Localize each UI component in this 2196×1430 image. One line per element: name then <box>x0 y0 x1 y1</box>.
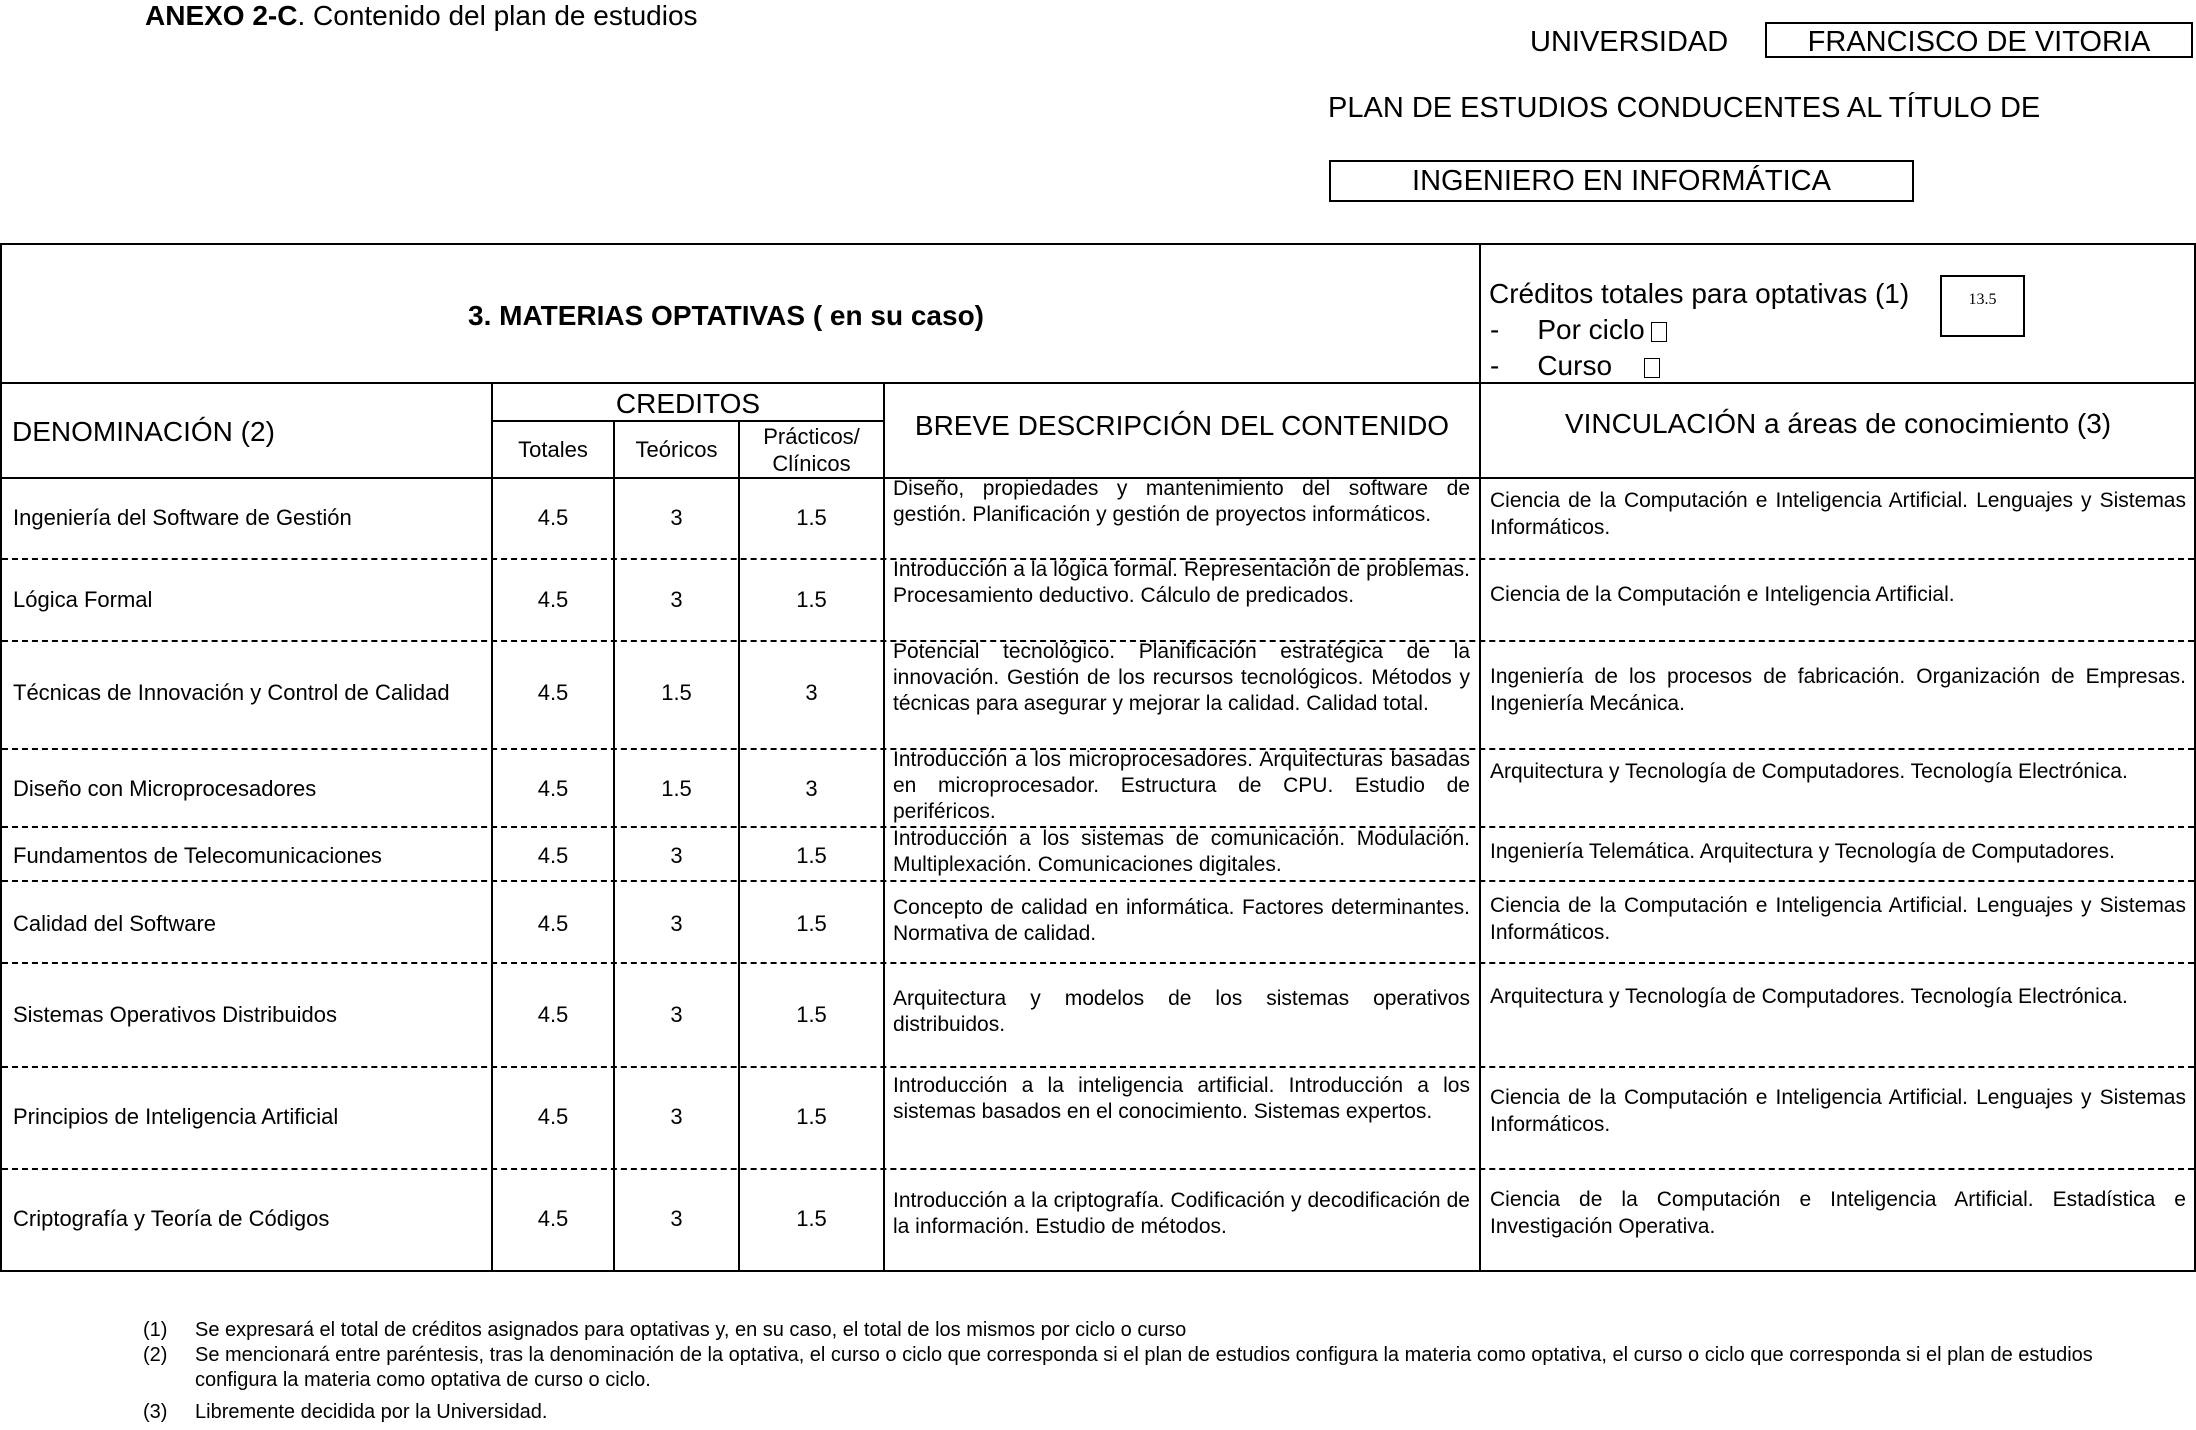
university-label: UNIVERSIDAD <box>1530 26 1729 58</box>
footnotes <box>143 1318 2143 1428</box>
subject-name: Ingeniería del Software de Gestión <box>13 505 352 530</box>
total-credits-label: Créditos totales para optativas (1) <box>1489 278 1910 309</box>
credits-practice: 1.5 <box>796 911 827 936</box>
knowledge-area: Ciencia de la Computación e Inteligencia Artificial. Lenguajes y Sistemas Informáticos. <box>1490 1086 2186 1136</box>
column-totales: Totales <box>518 437 588 462</box>
knowledge-area: Arquitectura y Tecnología de Computadores. Tecnología Electrónica. <box>1490 985 2128 1008</box>
subject-name: Lógica Formal <box>13 587 153 612</box>
knowledge-area: Ingeniería Telemática. Arquitectura y Tecnología de Computadores. <box>1490 840 2115 863</box>
credits-practice: 1.5 <box>796 1104 827 1129</box>
row-divider <box>2 880 2194 882</box>
column-creditos: CREDITOS <box>615 388 761 419</box>
credits-total: 4.5 <box>537 1104 569 1129</box>
column-descripcion: BREVE DESCRIPCIÓN DEL CONTENIDO <box>914 410 1450 441</box>
knowledge-area: Ciencia de la Computación e Inteligencia Artificial. Estadística e Investigación Operativa. <box>1490 1188 2186 1238</box>
row-divider <box>2 1168 2194 1170</box>
total-credits-value: 13.5 <box>1940 275 2025 337</box>
credits-total: 4.5 <box>537 1002 569 1027</box>
row-divider <box>2 1066 2194 1068</box>
knowledge-area: Ciencia de la Computación e Inteligencia Artificial. Lenguajes y Sistemas Informáticos. <box>1490 894 2186 944</box>
subject-name: Diseño con Microprocesadores <box>13 776 317 801</box>
annex-label: ANEXO 2-C <box>145 0 298 31</box>
footnote-number: (3) <box>143 1401 168 1423</box>
subject-description: Introducción a la lógica formal. Representación de problemas. Procesamiento deductivo. Cálculo de predicados. <box>893 558 1470 607</box>
plan-label: PLAN DE ESTUDIOS CONDUCENTES AL TÍTULO DE <box>1328 92 2041 124</box>
per-cycle-label: Por ciclo <box>1537 314 1645 345</box>
credits-theory: 3 <box>670 843 683 868</box>
table-rule <box>1479 243 1481 1272</box>
credits-theory: 1.5 <box>661 776 692 801</box>
credits-practice: 1.5 <box>796 505 827 530</box>
footnote-number: (1) <box>143 1319 168 1341</box>
credits-theory: 1.5 <box>661 680 692 705</box>
subject-name: Sistemas Operativos Distribuidos <box>13 1002 338 1027</box>
degree-title: INGENIERO EN INFORMÁTICA <box>1329 160 1914 202</box>
credits-practice: 1.5 <box>796 843 827 868</box>
subject-name: Principios de Inteligencia Artificial <box>13 1104 339 1129</box>
course-label: Curso <box>1537 350 1613 381</box>
footnote-text: Se mencionará entre paréntesis, tras la denominación de la optativa, el curso o ciclo que corresponda si el plan de estudios configura la materia como optativa, el curso o ciclo que corresponda si el plan de estudios configura la materia como optativa de curso o ciclo. <box>195 1344 2093 1391</box>
knowledge-area: Ciencia de la Computación e Inteligencia Artificial. Lenguajes y Sistemas Informáticos. <box>1490 489 2186 539</box>
credits-total: 4.5 <box>537 843 569 868</box>
credits-practice: 1.5 <box>796 1206 827 1231</box>
column-denominacion: DENOMINACIÓN (2) <box>12 416 275 447</box>
credits-total: 4.5 <box>537 1206 569 1231</box>
row-divider <box>2 962 2194 964</box>
subject-description: Introducción a los microprocesadores. Arquitecturas basadas en microprocesador. Estructura de CPU. Estudio de periféricos. <box>893 748 1470 823</box>
subject-name: Fundamentos de Telecomunicaciones <box>13 843 382 868</box>
checkbox-icon <box>1651 322 1667 342</box>
credits-theory: 3 <box>670 911 683 936</box>
dash-marker: - <box>1490 314 1500 345</box>
per-cycle-item <box>1490 314 1667 346</box>
credits-total: 4.5 <box>537 776 569 801</box>
knowledge-area: Ciencia de la Computación e Inteligencia Artificial. <box>1490 583 1955 606</box>
column-vinculacion: VINCULACIÓN a áreas de conocimiento (3) <box>1564 408 2112 439</box>
credits-practice: 1.5 <box>796 587 827 612</box>
subject-description: Concepto de calidad en informática. Factores determinantes. Normativa de calidad. <box>893 896 1470 945</box>
subject-description: Introducción a la inteligencia artificial. Introducción a los sistemas basados en el conocimiento. Sistemas expertos. <box>893 1074 1470 1123</box>
column-practicos-line1: Prácticos/ <box>763 424 860 449</box>
credits-theory: 3 <box>670 505 683 530</box>
footnote-text: Libremente decidida por la Universidad. <box>195 1401 548 1423</box>
checkbox-icon <box>1644 358 1660 378</box>
annex-text: . Contenido del plan de estudios <box>297 0 698 31</box>
table-rule <box>0 382 2196 384</box>
table-rule <box>491 420 884 422</box>
credits-theory: 3 <box>670 1104 683 1129</box>
subject-description: Introducción a la criptografía. Codificación y decodificación de la información. Estudio de métodos. <box>893 1189 1470 1238</box>
course-item <box>1490 350 1660 382</box>
footnote-number: (2) <box>143 1344 168 1366</box>
subject-name: Técnicas de Innovación y Control de Calidad <box>13 680 450 705</box>
subject-name: Calidad del Software <box>13 911 217 936</box>
subject-description: Diseño, propiedades y mantenimiento del software de gestión. Planificación y gestión de proyectos informáticos. <box>893 477 1470 526</box>
knowledge-area: Ingeniería de los procesos de fabricación. Organización de Empresas. Ingeniería Mecánica. <box>1490 665 2186 715</box>
credits-total: 4.5 <box>537 680 569 705</box>
credits-practice: 3 <box>805 680 818 705</box>
section-title: 3. MATERIAS OPTATIVAS ( en su caso) <box>468 300 984 331</box>
dash-marker: - <box>1490 350 1500 381</box>
university-name: FRANCISCO DE VITORIA <box>1765 22 2193 58</box>
column-teoricos: Teóricos <box>635 437 718 462</box>
annex-title <box>145 0 698 32</box>
credits-total: 4.5 <box>537 911 569 936</box>
credits-total: 4.5 <box>537 587 569 612</box>
credits-theory: 3 <box>670 587 683 612</box>
subject-description: Potencial tecnológico. Planificación estratégica de la innovación. Gestión de los recursos tecnológicos. Métodos y técnicas para asegurar y mejorar la calidad. Calidad total. <box>893 640 1470 715</box>
subject-name: Criptografía y Teoría de Códigos <box>13 1206 330 1231</box>
column-practicos <box>740 423 883 477</box>
subject-description: Arquitectura y modelos de los sistemas operativos distribuidos. <box>893 987 1470 1036</box>
knowledge-area: Arquitectura y Tecnología de Computadores. Tecnología Electrónica. <box>1490 760 2128 783</box>
credits-theory: 3 <box>670 1002 683 1027</box>
credits-theory: 3 <box>670 1206 683 1231</box>
footnote-text: Se expresará el total de créditos asignados para optativas y, en su caso, el total de los mismos por ciclo o curso <box>195 1319 1187 1341</box>
column-practicos-line2: Clínicos <box>772 451 851 476</box>
credits-practice: 3 <box>805 776 818 801</box>
credits-practice: 1.5 <box>796 1002 827 1027</box>
subject-description: Introducción a los sistemas de comunicación. Modulación. Multiplexación. Comunicaciones digitales. <box>893 827 1470 876</box>
credits-total: 4.5 <box>537 505 569 530</box>
